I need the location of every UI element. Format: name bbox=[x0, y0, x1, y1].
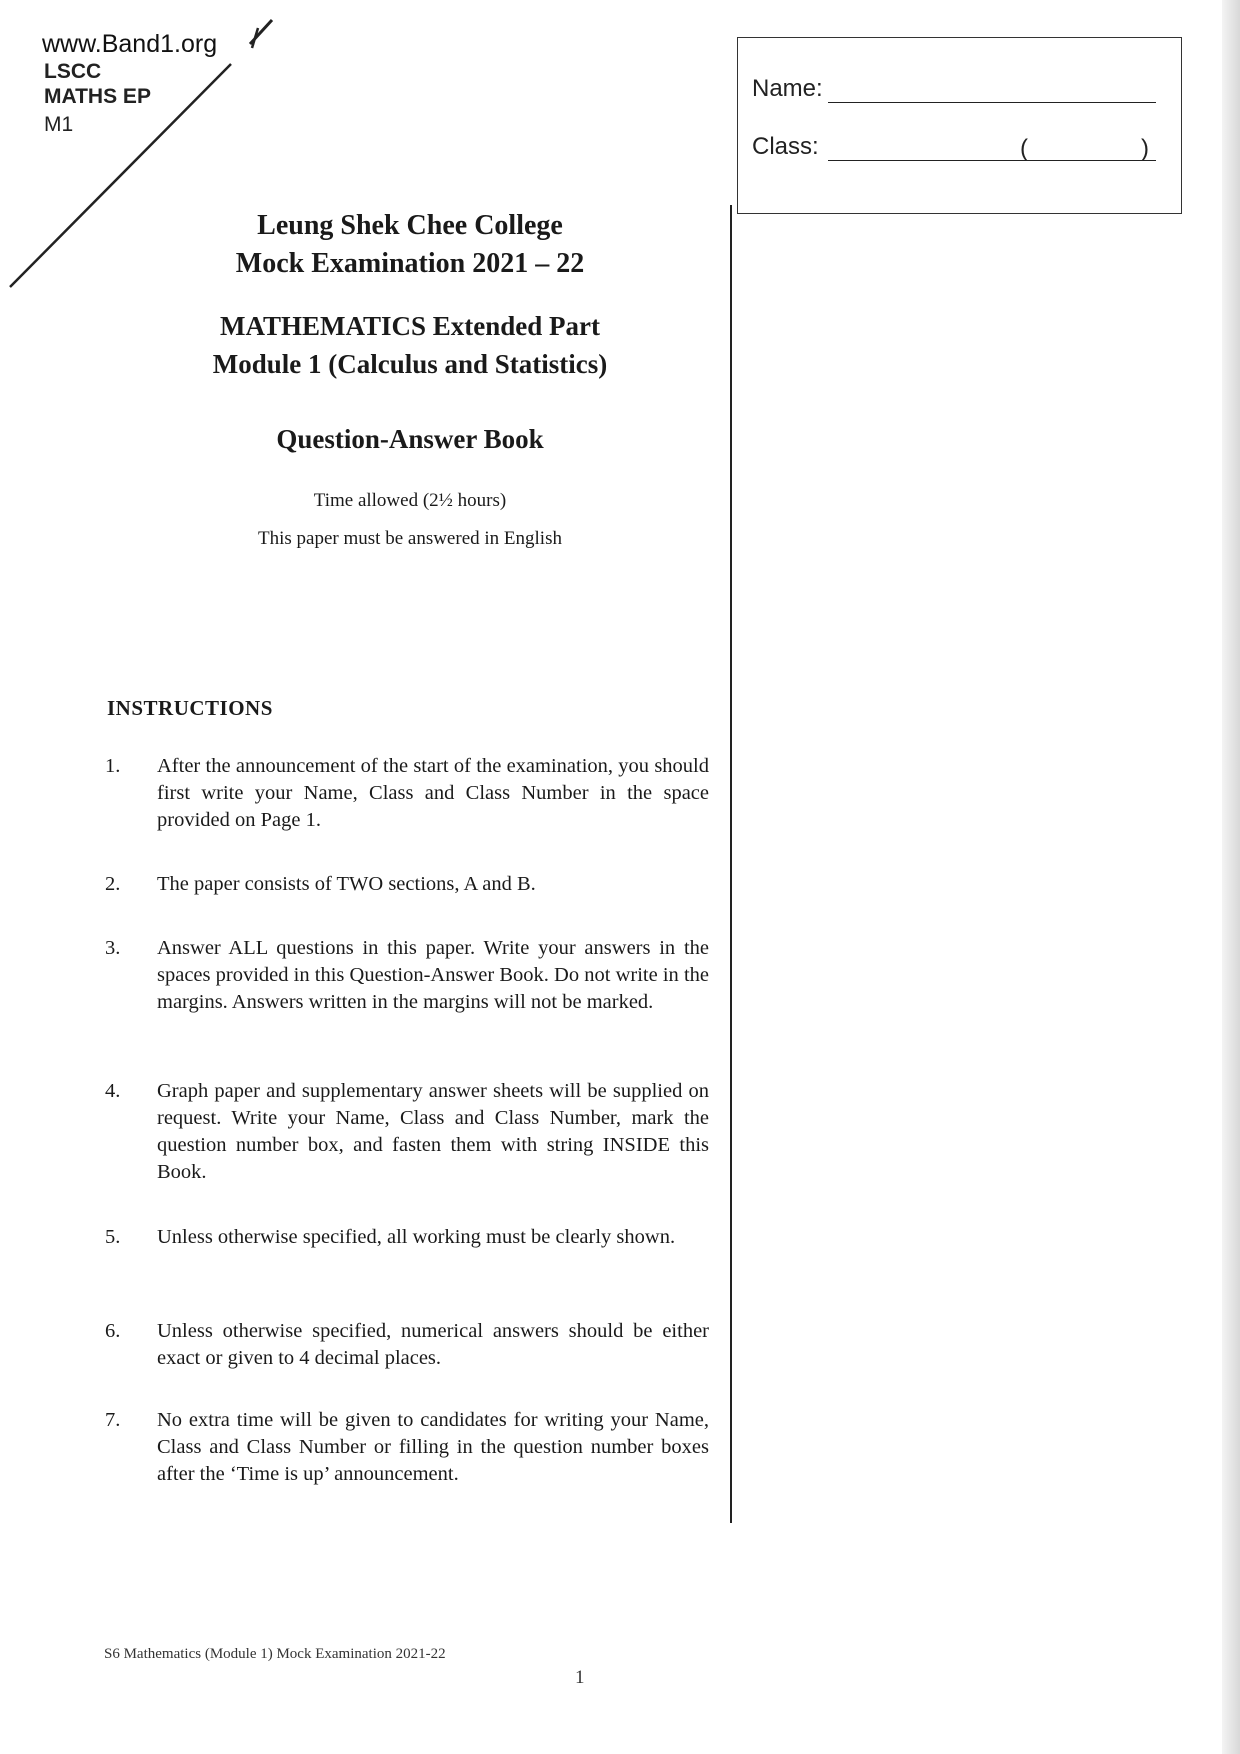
subject-title: MATHEMATICS Extended Part bbox=[220, 311, 600, 341]
class-label: Class: bbox=[752, 133, 819, 160]
book-title: Question-Answer Book bbox=[276, 424, 544, 454]
school-name: Leung Shek Chee College bbox=[257, 210, 563, 241]
language-note: This paper must be answered in English bbox=[258, 528, 562, 549]
instruction-text: The paper consists of TWO sections, A and B. bbox=[157, 873, 536, 895]
class-number-close-paren: ) bbox=[1141, 135, 1149, 162]
name-field[interactable] bbox=[828, 102, 1156, 103]
instruction-number: 5. bbox=[105, 1226, 121, 1248]
module-code: M1 bbox=[44, 113, 74, 136]
instruction-number: 7. bbox=[105, 1409, 121, 1431]
page-number: 1 bbox=[575, 1667, 585, 1688]
name-class-box bbox=[737, 37, 1182, 214]
watermark-text: www.Band1.org bbox=[42, 30, 218, 58]
page-edge-shadow bbox=[1222, 0, 1240, 1754]
footer-text: S6 Mathematics (Module 1) Mock Examination 2021-22 bbox=[104, 1646, 446, 1662]
instruction-text: Graph paper and supplementary answer sheets will be supplied on request. Write your Name, Class and Class Number, mark the question number box, and fasten them with string INSIDE this Book. bbox=[157, 1080, 709, 1183]
name-label: Name: bbox=[752, 75, 823, 102]
class-number-open-paren: ( bbox=[1020, 135, 1028, 162]
instruction-text: Answer ALL questions in this paper. Write your answers in the spaces provided in this Question-Answer Book. Do not write in the margins. Answers written in the margins will not be marked. bbox=[157, 937, 709, 1013]
instruction-number: 4. bbox=[105, 1080, 121, 1102]
class-field[interactable] bbox=[828, 160, 1156, 161]
instruction-text: After the announcement of the start of the examination, you should first write your Name, Class and Class Number in the space provided on Page 1. bbox=[157, 755, 709, 831]
instruction-number: 3. bbox=[105, 937, 121, 959]
instruction-number: 6. bbox=[105, 1320, 121, 1342]
instruction-text: Unless otherwise specified, all working must be clearly shown. bbox=[157, 1226, 676, 1248]
instruction-text: No extra time will be given to candidates for writing your Name, Class and Class Number or filling in the question number boxes after the ‘Time is up’ announcement. bbox=[157, 1409, 709, 1485]
instruction-text: Unless otherwise specified, numerical answers should be either exact or given to 4 decimal places. bbox=[157, 1320, 709, 1369]
instruction-number: 2. bbox=[105, 873, 121, 895]
exam-title: Mock Examination 2021 – 22 bbox=[235, 248, 585, 279]
instruction-number: 1. bbox=[105, 755, 121, 777]
time-allowed: Time allowed (2½ hours) bbox=[313, 490, 507, 511]
instructions-heading: INSTRUCTIONS bbox=[107, 696, 273, 720]
paper-code: MATHS EP bbox=[44, 85, 151, 108]
margin-rule bbox=[730, 205, 732, 1523]
school-code: LSCC bbox=[44, 60, 102, 83]
module-title: Module 1 (Calculus and Statistics) bbox=[212, 349, 608, 379]
